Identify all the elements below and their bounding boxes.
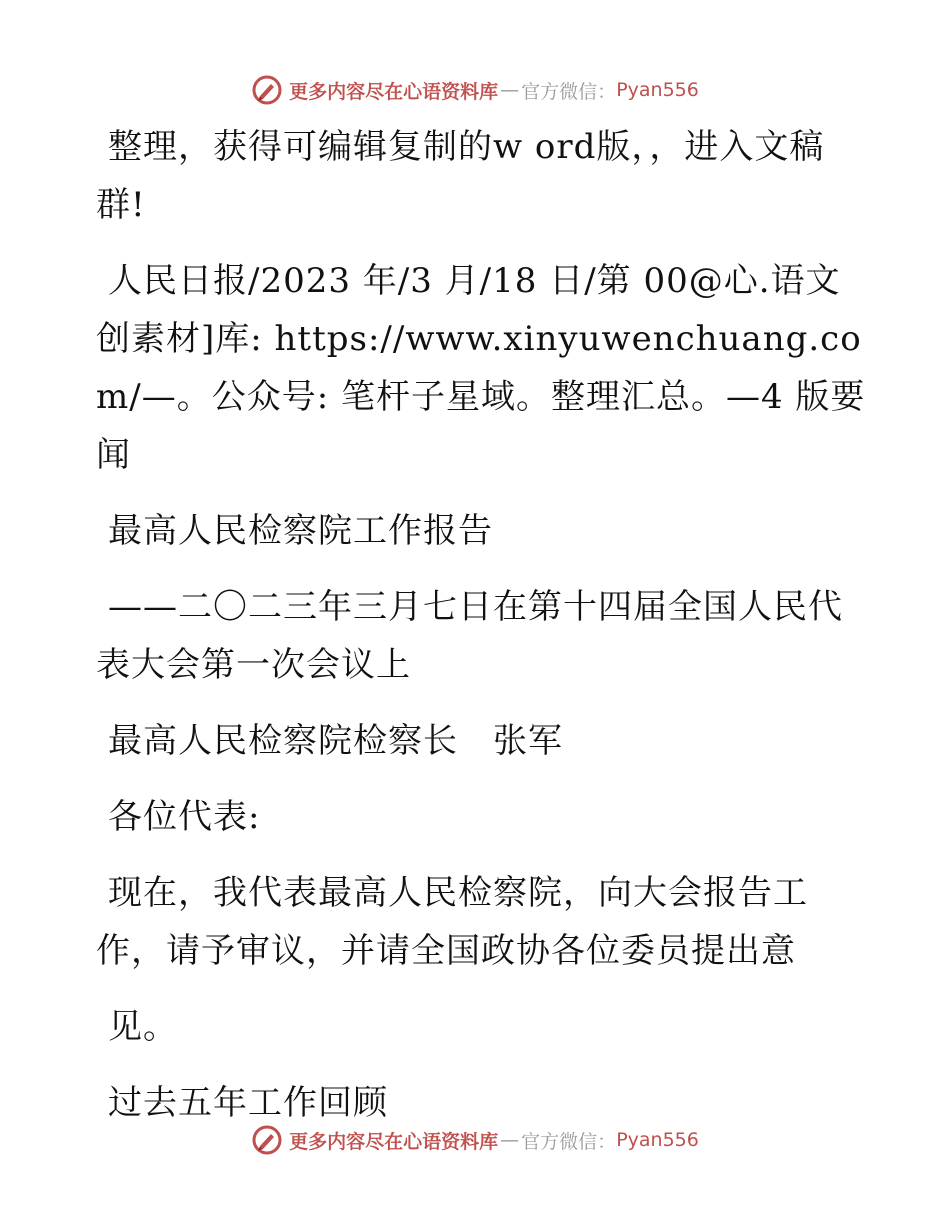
footer-wechat-id: Pyan556 (616, 1129, 699, 1151)
report-subtitle: ——二〇二三年三月七日在第十四届全国人民代表大会第一次会议上 (96, 587, 843, 685)
intro-paragraph: 整理，获得可编辑复制的w ord版，，进入文稿群! (96, 127, 825, 225)
opening-paragraph-end: 见。 (108, 1007, 178, 1047)
pen-logo-icon (251, 1124, 283, 1156)
header-banner (0, 70, 950, 110)
footer-banner (0, 1120, 950, 1160)
salutation: 各位代表: (108, 797, 261, 837)
footer-separator: — (500, 1129, 520, 1151)
header-wechat-label: 官方微信： (521, 80, 617, 103)
section-heading: 过去五年工作回顾 (108, 1083, 388, 1123)
header-wechat-id: Pyan556 (616, 79, 699, 101)
header-brand-text: 更多内容尽在心语资料库 (289, 80, 499, 103)
pen-logo-icon (251, 74, 283, 106)
document-body (96, 118, 866, 1150)
footer-brand-text: 更多内容尽在心语资料库 (289, 1130, 499, 1153)
footer-wechat-label: 官方微信： (521, 1130, 617, 1153)
report-title: 最高人民检察院工作报告 (108, 511, 493, 551)
source-paragraph: 人民日报/2023 年/3 月/18 日/第 00@心.语文创素材]库: https://www.xinyuwenchuang.com/—。公众号: 笔杆子星域。整理汇总。—4 版要闻 (96, 261, 866, 475)
opening-paragraph: 现在，我代表最高人民检察院，向大会报告工作，请予审议，并请全国政协各位委员提出意 (96, 873, 808, 971)
report-author: 最高人民检察院检察长 张军 (108, 721, 563, 761)
header-separator: — (500, 79, 520, 101)
